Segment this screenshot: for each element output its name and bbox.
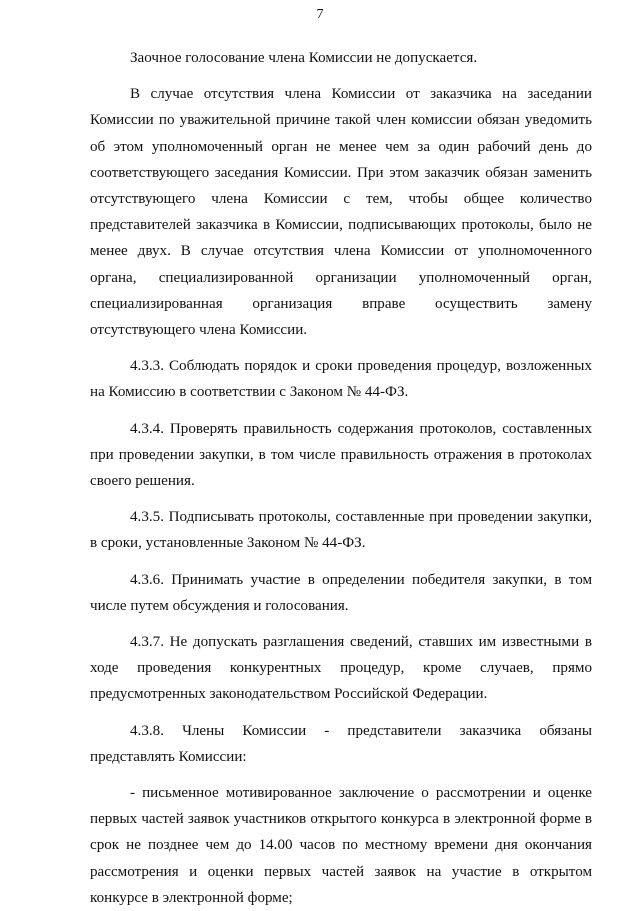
- paragraph-4-3-8: 4.3.8. Члены Комиссии - представители заказчика обязаны представлять Комиссии:: [90, 722, 592, 765]
- document-body: [90, 45, 592, 911]
- paragraph-written-conclusion: - письменное мотивированное заключение о рассмотрении и оценке первых частей заявок участников открытого конкурса в электронной форме в срок не позднее чем до 14.00 часов по местному времени дня окончания рассмотрения и оценки первых частей заявок на участие в открытом конкурсе в электронной форме;: [90, 785, 592, 906]
- paragraph-4-3-5: 4.3.5. Подписывать протоколы, составленные при проведении закупки, в сроки, установленные Законом № 44-ФЗ.: [90, 509, 592, 552]
- paragraph-absentee-voting: Заочное голосование члена Комиссии не допускается.: [130, 50, 478, 66]
- paragraph-4-3-3: 4.3.3. Соблюдать порядок и сроки проведения процедур, возложенных на Комиссию в соответствии с Законом № 44-ФЗ.: [90, 358, 592, 401]
- paragraph-4-3-7: 4.3.7. Не допускать разглашения сведений, ставших им известными в ходе проведения конкурентных процедур, кроме случаев, прямо предусмотренных законодательством Российской Федерации.: [90, 634, 592, 703]
- page-number: 7: [316, 7, 324, 22]
- paragraph-member-absence: В случае отсутствия члена Комиссии от заказчика на заседании Комиссии по уважительной причине такой член комиссии обязан уведомить об этом уполномоченный орган не менее чем за один рабочий день до соответствующего заседания Комиссии. При этом заказчик обязан заменить отсутствующего члена Комиссии с тем, чтобы общее количество представителей заказчика в Комиссии, подписывающих протоколы, было не менее двух. В случае отсутствия члена Комиссии от уполномоченного органа, специализированной организации уполномоченный орган, специализированная организация вправе осуществить замену отсутствующего члена Комиссии.: [90, 86, 592, 339]
- paragraph-4-3-6: 4.3.6. Принимать участие в определении победителя закупки, в том числе путем обсуждения и голосования.: [90, 571, 592, 614]
- paragraph-4-3-4: 4.3.4. Проверять правильность содержания протоколов, составленных при проведении закупки, в том числе правильность отражения в протоколах своего решения.: [90, 420, 592, 490]
